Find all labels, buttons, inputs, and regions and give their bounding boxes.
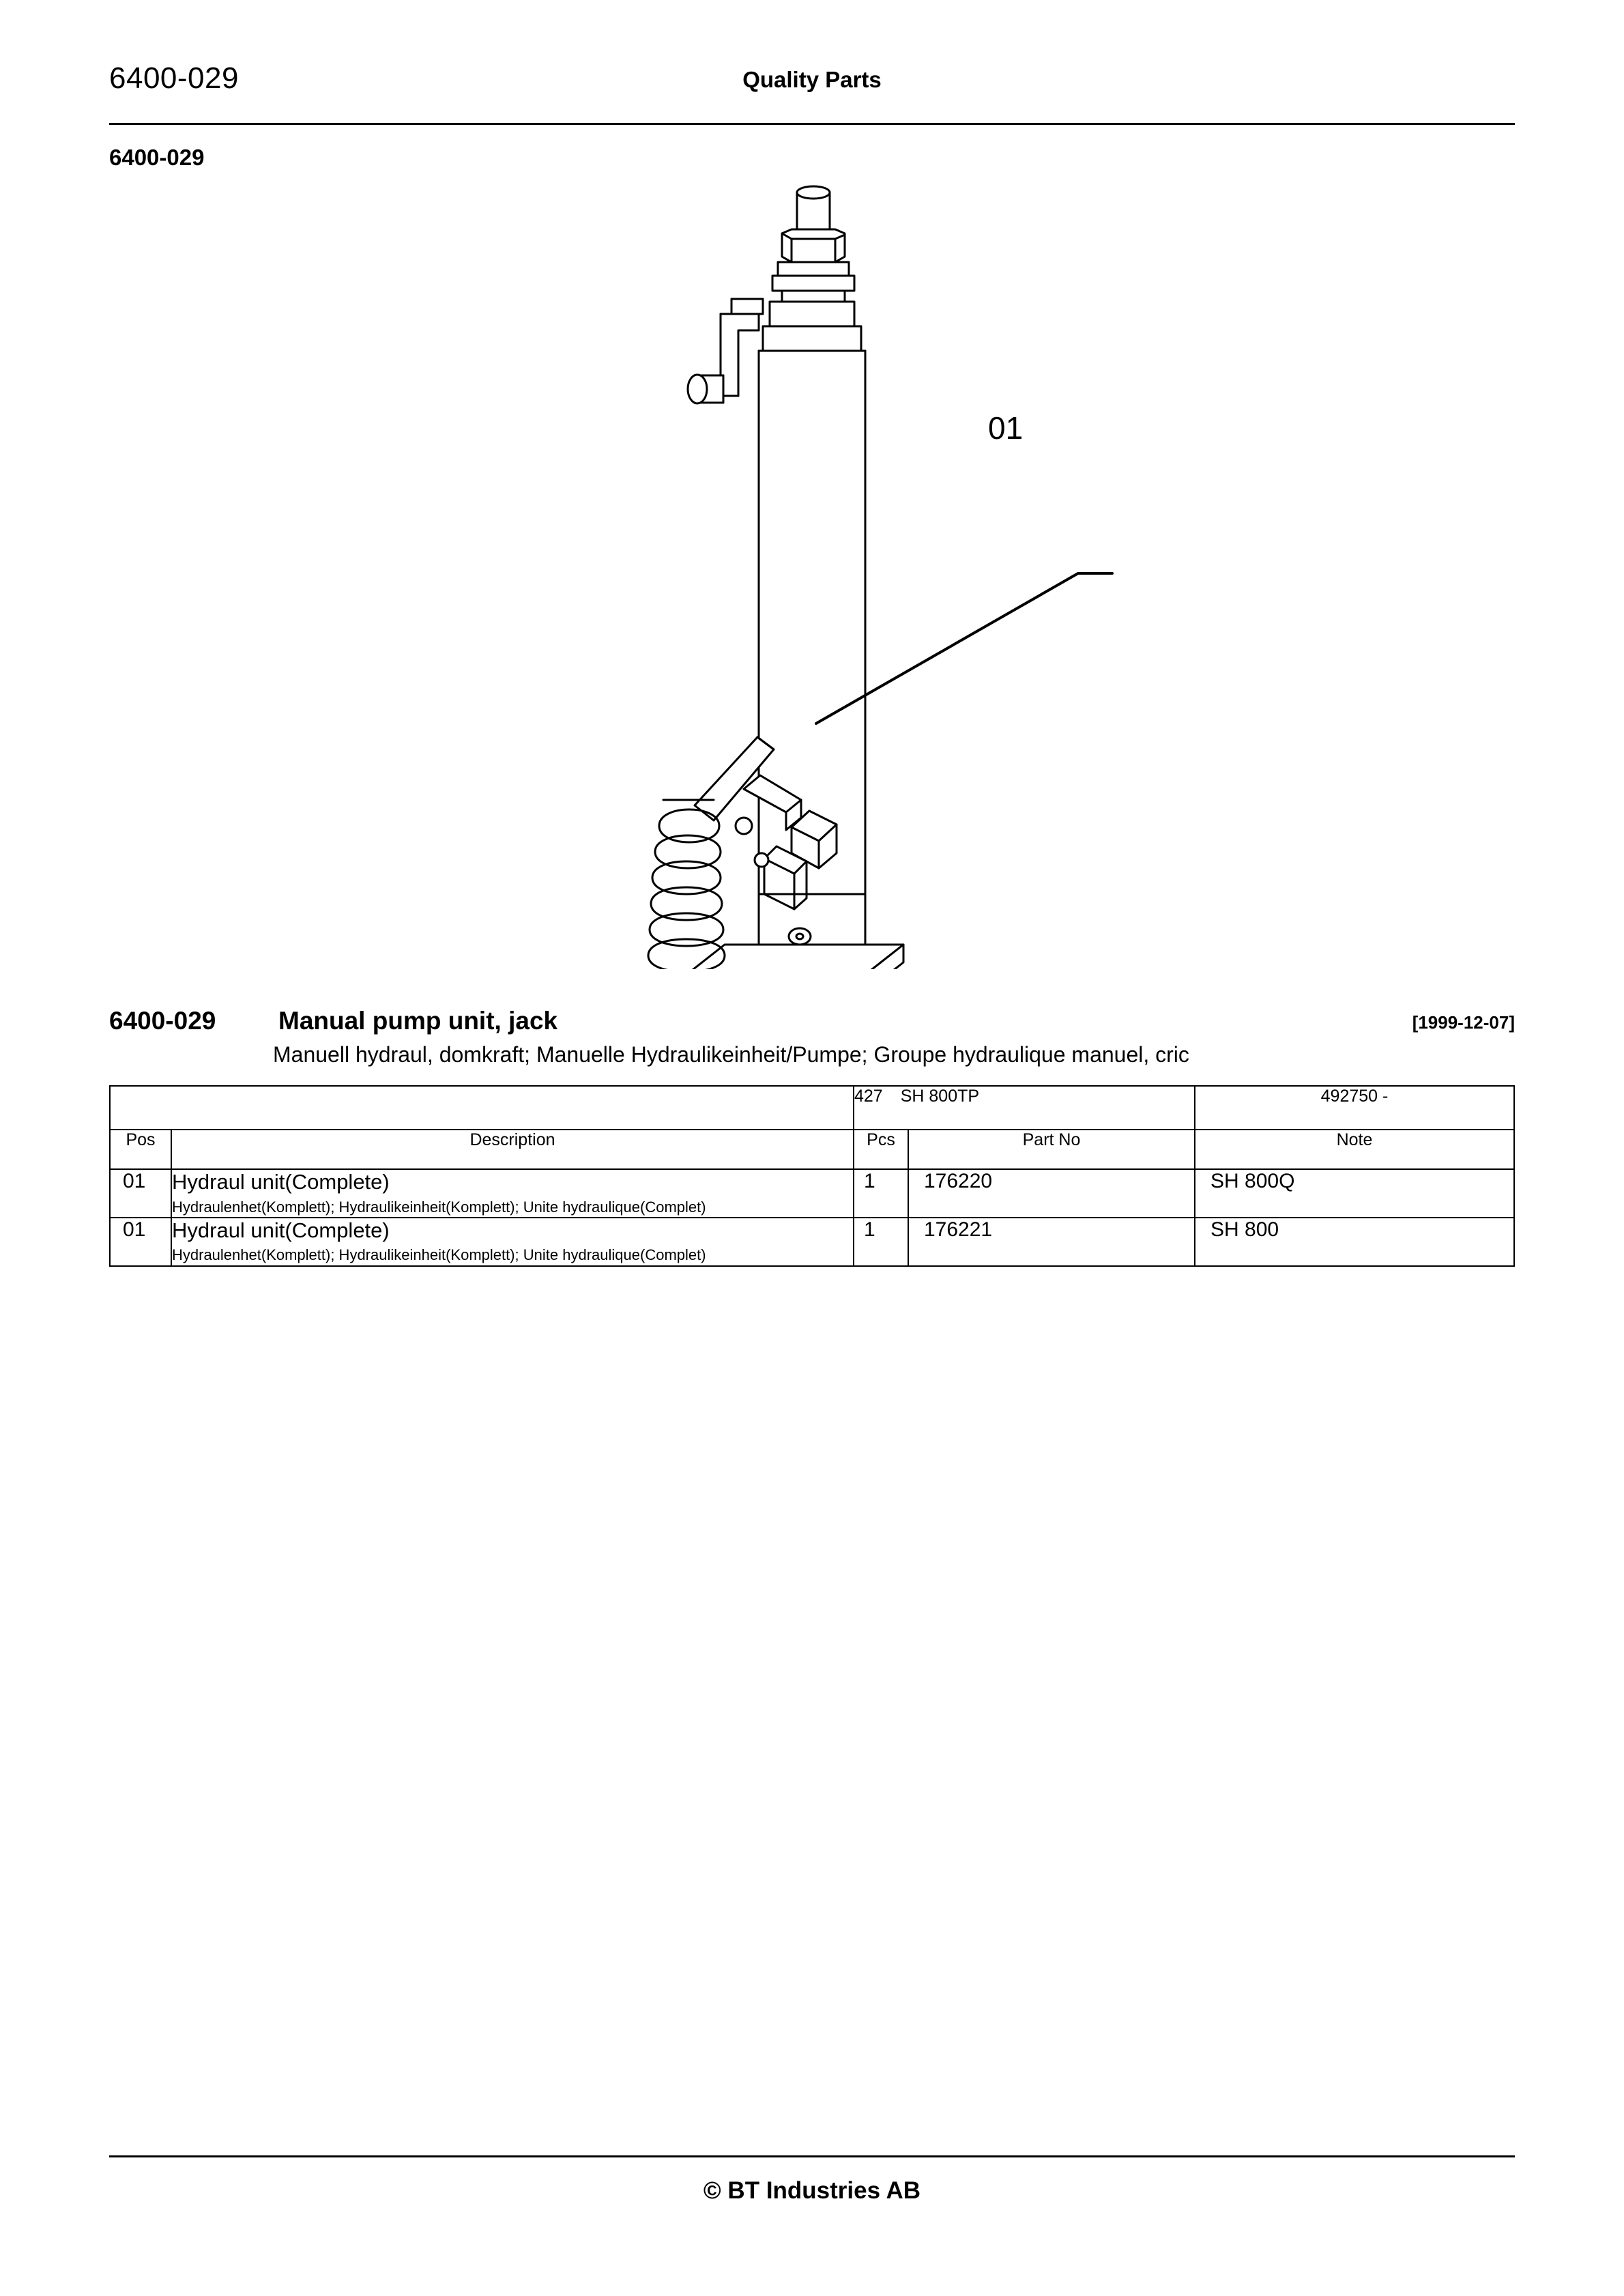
row-note: SH 800 [1195,1218,1514,1266]
model-row-model-cell [854,1086,1195,1130]
model-header-row [110,1086,1514,1130]
parts-table-wrapper [109,1085,1515,1267]
part-title-name: Manual pump unit, jack [278,1007,558,1035]
row-part-no: 176220 [908,1169,1195,1218]
row-pos: 01 [110,1218,171,1266]
parts-table [109,1085,1515,1267]
row-description [171,1218,854,1266]
header-code: 6400-029 [109,61,239,95]
col-header-pos: Pos [110,1130,171,1169]
model-row-serial: 492750 - [1195,1086,1514,1130]
part-title-subtitle: Manuell hydraul, domkraft; Manuelle Hydraulikeinheit/Pumpe; Groupe hydraulique manuel, cric [273,1042,1189,1067]
row-note: SH 800Q [1195,1169,1514,1218]
row-pcs: 1 [854,1218,908,1266]
row-part-no: 176221 [908,1218,1195,1266]
row-pcs: 1 [854,1169,908,1218]
row-description-main: Hydraul unit(Complete) [172,1218,390,1242]
section-code-label: 6400-029 [109,145,205,170]
column-header-row [110,1130,1514,1169]
part-title-date: [1999-12-07] [1412,1012,1515,1033]
table-row [110,1218,1514,1266]
hydraulic-jack-drawing [109,171,1515,969]
col-header-part-no: Part No [908,1130,1195,1169]
model-name: SH 800TP [900,1087,980,1106]
footer-copyright: © BT Industries AB [703,2177,921,2204]
model-number: 427 [854,1087,883,1106]
footer-divider [109,2155,1515,2157]
col-header-note: Note [1195,1130,1514,1169]
row-description-translations: Hydraulenhet(Komplett); Hydraulikeinheit(Komplett); Unite hydraulique(Complet) [172,1246,706,1264]
header-title: Quality Parts [742,67,882,92]
model-row-blank [110,1086,854,1130]
row-description-main: Hydraul unit(Complete) [172,1170,390,1194]
header-divider [109,123,1515,125]
row-pos: 01 [110,1169,171,1218]
page-header [109,61,1515,109]
part-title-code: 6400-029 [109,1007,216,1035]
table-row [110,1169,1514,1218]
col-header-description: Description [171,1130,854,1169]
parts-illustration [109,171,1515,969]
row-description-translations: Hydraulenhet(Komplett); Hydraulikeinheit(Komplett); Unite hydraulique(Complet) [172,1198,706,1216]
callout-01-label: 01 [988,410,1024,446]
part-title-row [109,1007,1515,1041]
col-header-pcs: Pcs [854,1130,908,1169]
row-description [171,1169,854,1218]
